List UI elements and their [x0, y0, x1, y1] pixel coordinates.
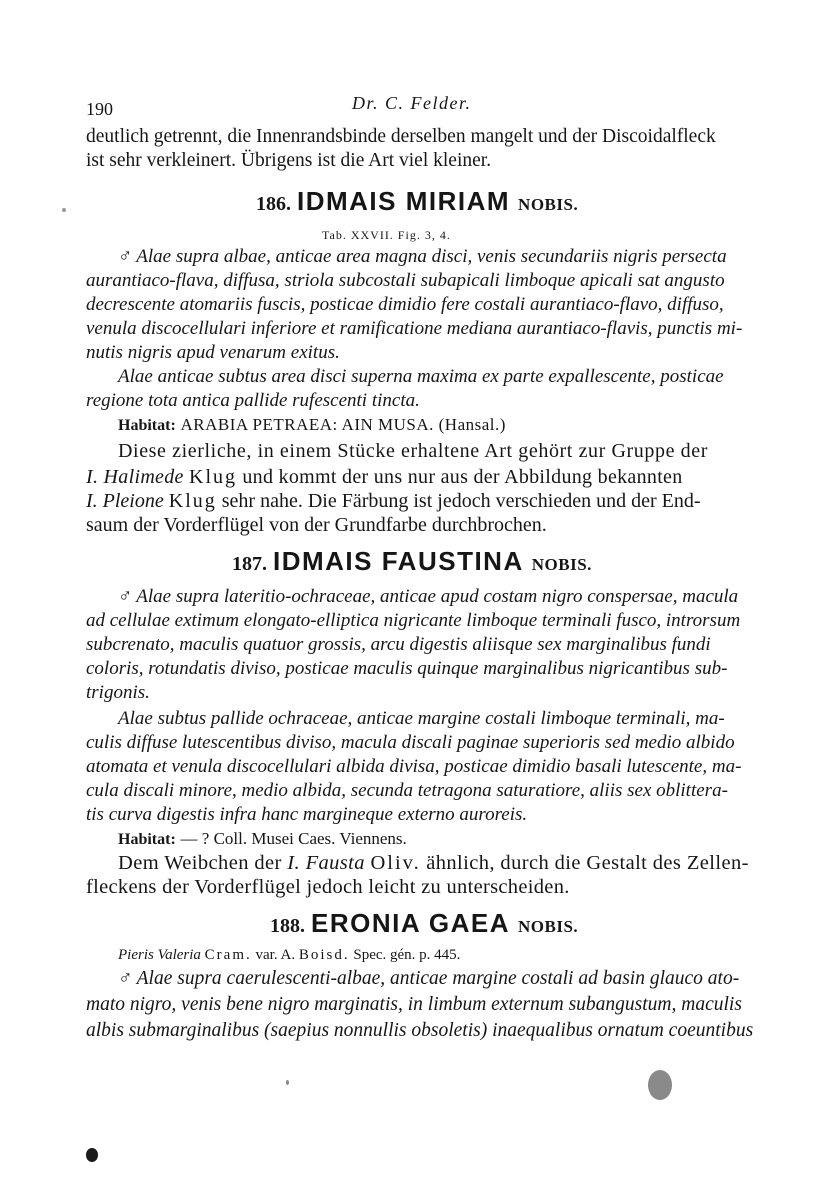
species-title: IDMAIS MIRIAM — [297, 186, 511, 216]
ink-speck — [286, 1080, 289, 1085]
running-title: Dr. C. Felder. — [352, 93, 472, 113]
heading-186 — [256, 186, 579, 216]
sub186-line-2: regione tota antica pallide rufescenti tincta. — [86, 390, 420, 411]
nobis-label: NOBIS. — [518, 917, 579, 936]
note186-line-2: I. Halimede Klug und kommt der uns nur aus der Abbildung bekannten — [86, 466, 683, 488]
heading-188 — [270, 908, 579, 938]
note186-line-4: saum der Vorderflügel von der Grundfarbe durchbrochen. — [86, 514, 547, 536]
male-symbol: ♂ — [118, 246, 133, 267]
sub187-line-3: atomata et venula discocellulari albida divisa, posticae dimidio basali lutescente, ma- — [86, 756, 742, 777]
page-number: 190 — [86, 99, 113, 119]
nobis-label: NOBIS. — [531, 555, 592, 574]
note186-line-1: Diese zierliche, in einem Stücke erhaltene Art gehört zur Gruppe der — [118, 440, 709, 462]
intro-line-1: deutlich getrennt, die Innenrandsbinde derselben mangelt und der Discoidalfleck — [86, 126, 716, 147]
ink-speck — [62, 208, 66, 212]
synonym-line: Pieris Valeria Cram. var. A. Boisd. Spec. gén. p. 445. — [118, 947, 461, 963]
sub187-line-2: culis diffuse lutescentibus diviso, macula discali paginae superioris sed medio albido — [86, 732, 735, 753]
male-symbol: ♂ — [118, 968, 133, 989]
note187-line-1: Dem Weibchen der I. Fausta Oliv. ähnlich, durch die Gestalt des Zellen- — [118, 852, 749, 874]
ink-blot — [86, 1148, 98, 1162]
habitat-187: Habitat: — ? Coll. Musei Caes. Viennens. — [118, 829, 407, 848]
male-symbol: ♂ — [118, 586, 133, 607]
desc186-line-3: decrescente atomariis fuscis, posticae dimidio fere costali aurantiaco-flavo, diffuso, — [86, 294, 724, 315]
desc186-line-1: ♂ Alae supra albae, anticae area magna disci, venis secundariis nigris persecta — [118, 246, 727, 267]
heading-187 — [232, 546, 592, 576]
desc187-line-5: trigonis. — [86, 682, 150, 703]
sub187-line-5: tis curva digestis infra hanc margineque externo auroreis. — [86, 804, 528, 825]
sub187-line-1: Alae subtus pallide ochraceae, anticae margine costali limboque terminali, ma- — [118, 708, 725, 729]
nobis-label: NOBIS. — [518, 195, 579, 214]
desc186-line-4: venula discocellulari inferiore et ramificatione mediana aurantiaco-flavis, punctis mi- — [86, 318, 743, 339]
desc188-line-1: ♂ Alae supra caerulescenti-albae, anticae margine costali ad basin glauco ato- — [118, 968, 740, 989]
species-number: 186. — [256, 193, 291, 215]
intro-line-2: ist sehr verkleinert. Übrigens ist die Art viel kleiner. — [86, 150, 492, 171]
plate-reference: Tab. XXVII. Fig. 3, 4. — [322, 228, 451, 242]
desc187-line-1: ♂ Alae supra lateritio-ochraceae, anticae apud costam nigro conspersae, macula — [118, 586, 739, 607]
habitat-186: Habitat: ARABIA PETRAEA: AIN MUSA. (Hansal.) — [118, 415, 506, 434]
desc186-line-2: aurantiaco-flava, diffusa, striola subcostali subapicali limboque apicali sat angusto — [86, 270, 725, 291]
note187-line-2: fleckens der Vorderflügel jedoch leicht zu unterscheiden. — [86, 876, 570, 898]
desc187-line-3: subcrenato, maculis quatuor grossis, arcu digestis aliisque sex marginalibus fundi — [86, 634, 711, 655]
habitat-label: Habitat: — [118, 831, 176, 848]
desc188-line-2: mato nigro, venis bene nigro marginatis, in limbum externum subangustum, maculis — [86, 994, 742, 1015]
desc187-line-2: ad cellulae extimum elongato-elliptica nigricante limboque terminali fusco, introrsum — [86, 610, 741, 631]
desc188-line-3: albis submarginalibus (saepius nonnullis obsoletis) inaequalibus ornatum coeuntibus — [86, 1020, 754, 1041]
species-number: 187. — [232, 553, 267, 575]
desc187-line-4: coloris, rotundatis diviso, posticae maculis quinque marginalibus nigricantibus sub- — [86, 658, 728, 679]
ink-blot — [648, 1070, 672, 1100]
species-title: IDMAIS FAUSTINA — [273, 546, 524, 576]
species-number: 188. — [270, 915, 305, 937]
note186-line-3: I. Pleione Klug sehr nahe. Die Färbung ist jedoch verschieden und der End- — [86, 490, 701, 512]
desc186-line-5: nutis nigris apud venarum exitus. — [86, 342, 340, 363]
sub186-line-1: Alae anticae subtus area disci superna maxima ex parte expallescente, posticae — [118, 366, 724, 387]
species-title: ERONIA GAEA — [311, 908, 510, 938]
habitat-label: Habitat: — [118, 417, 176, 434]
sub187-line-4: cula discali minore, medio albida, secunda tetragona saturatiore, aliis sex oblittera- — [86, 780, 728, 801]
